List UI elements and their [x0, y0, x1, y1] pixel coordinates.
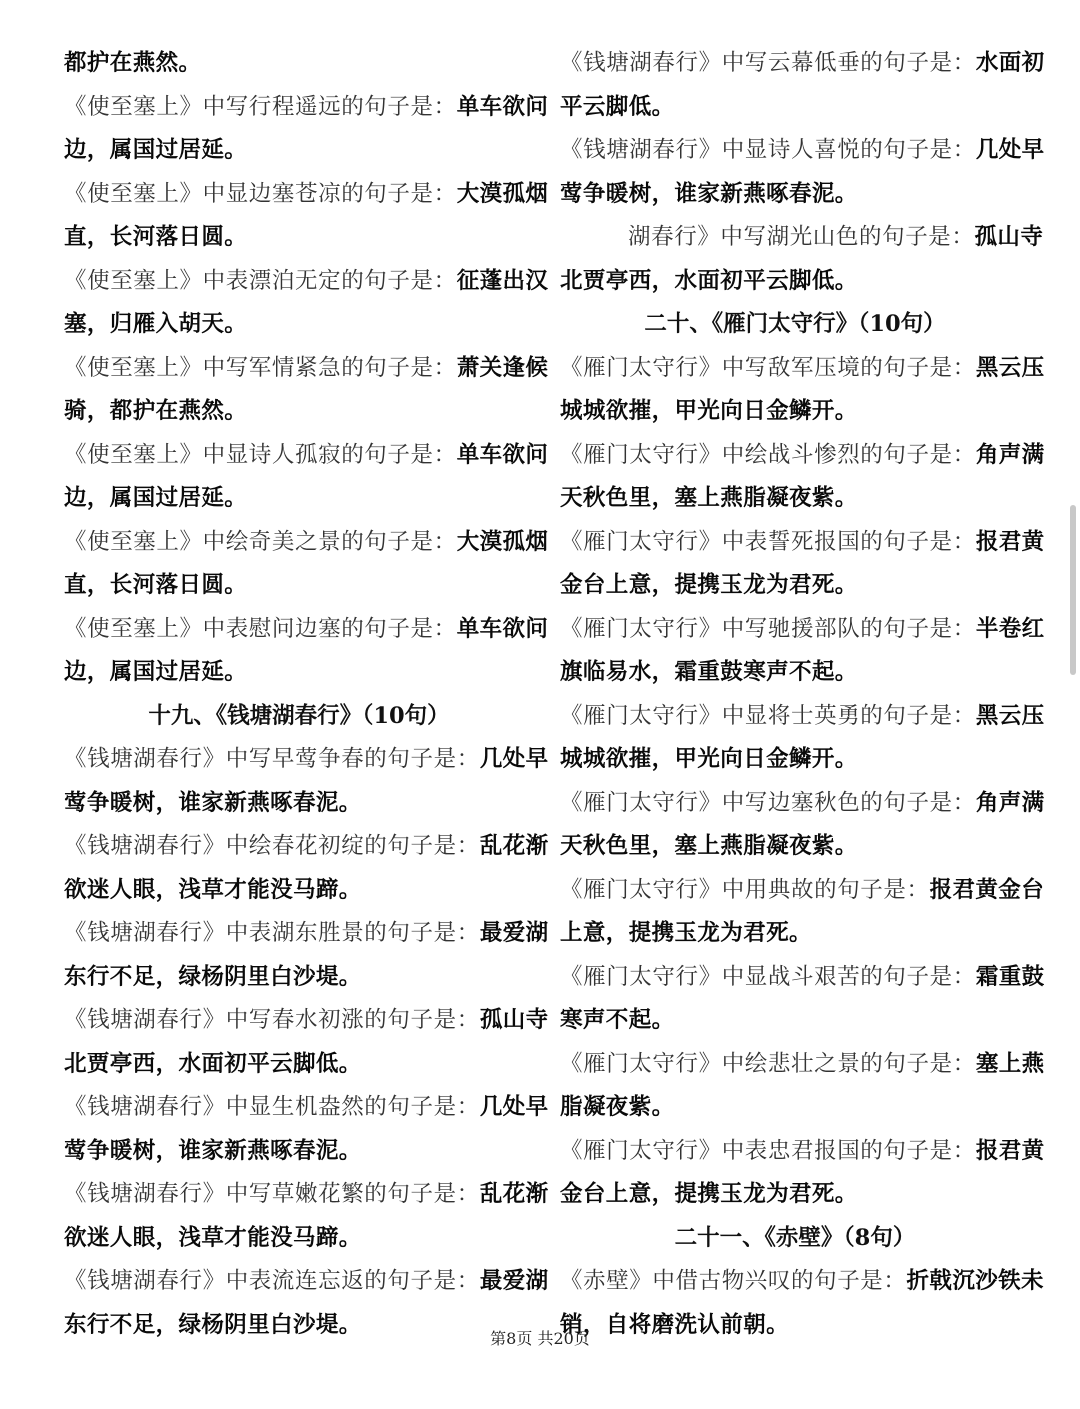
- question-text: 《雁门太守行》中显战斗艰苦的句子是：: [560, 963, 976, 990]
- text-line: [64, 608, 549, 652]
- answer-text: 孤山寺: [479, 1007, 549, 1033]
- question-text: 《雁门太守行》中表忠君报国的句子是：: [560, 1137, 976, 1164]
- answer-text: 金台上意，提携玉龙为君死。: [560, 1181, 858, 1207]
- text-line: [560, 825, 1030, 869]
- text-line: [64, 303, 534, 347]
- question-text: 《雁门太守行》中绘战斗惨烈的句子是：: [560, 441, 976, 468]
- answer-text: 骑，都护在燕然。: [64, 398, 248, 424]
- answer-text: 征蓬出汉: [456, 267, 549, 294]
- question-text: 《使至塞上》中写军情紧急的句子是：: [64, 354, 457, 381]
- answer-text: 销，自将磨洗认前朝。: [560, 1311, 790, 1338]
- answer-text: 都护在燕然。: [64, 50, 202, 76]
- answer-text: 塞上燕: [975, 1050, 1045, 1077]
- answer-text: 上意，提携玉龙为君死。: [560, 920, 812, 946]
- answer-text: 半卷红: [975, 615, 1045, 642]
- question-text: 《雁门太守行》中写边塞秋色的句子是：: [560, 789, 976, 816]
- answer-text: 黑云压: [975, 702, 1045, 729]
- question-text: 《雁门太守行》中写驰援部队的句子是：: [560, 615, 976, 642]
- answer-text: 几处早: [479, 746, 549, 772]
- text-line: [64, 912, 549, 956]
- answer-text: 边，属国过居延。: [64, 137, 248, 163]
- answer-text: 城城欲摧，甲光向日金鳞开。: [560, 398, 858, 424]
- text-line: [64, 86, 549, 130]
- text-line: [560, 173, 1030, 217]
- question-text: 《钱塘湖春行》中写早莺争春的句子是：: [64, 746, 480, 772]
- answer-text: 单车欲问: [456, 615, 549, 642]
- answer-text: 角声满: [975, 441, 1045, 468]
- right-column: [560, 42, 1045, 1347]
- text-line: [64, 1130, 534, 1174]
- answer-text: 单车欲问: [456, 441, 549, 468]
- answer-text: 莺争暖树，谁家新燕啄春泥。: [560, 180, 858, 207]
- question-text: 《钱塘湖春行》中写草嫩花繁的句子是：: [64, 1181, 480, 1207]
- text-line: [64, 1043, 534, 1087]
- question-text: 《钱塘湖春行》中写春水初涨的句子是：: [64, 1007, 480, 1033]
- text-line: [64, 521, 549, 565]
- answer-text: 天秋色里，塞上燕脂凝夜紫。: [560, 833, 858, 859]
- text-line: [560, 521, 1045, 565]
- answer-text: 莺争暖树，谁家新燕啄春泥。: [64, 789, 362, 816]
- text-line: [560, 347, 1045, 391]
- answer-text: 报君黄: [975, 1137, 1045, 1164]
- question-text: 《使至塞上》中写行程遥远的句子是：: [64, 93, 457, 120]
- answer-text: 角声满: [975, 789, 1045, 816]
- text-line: [560, 782, 1045, 826]
- answer-text: 边，属国过居延。: [64, 659, 248, 685]
- answer-text: 单车欲问: [456, 93, 549, 120]
- answer-text: 萧关逢候: [456, 354, 549, 381]
- answer-text: 金台上意，提携玉龙为君死。: [560, 572, 858, 598]
- answer-text: 大漠孤烟: [456, 180, 549, 207]
- question-text: 《使至塞上》中绘奇美之景的句子是：: [64, 528, 457, 555]
- answer-text: 霜重鼓: [975, 963, 1045, 990]
- answer-text: 直，长河落日圆。: [64, 572, 248, 598]
- answer-text: 报君黄金台: [929, 876, 1045, 903]
- question-text: 《赤壁》中借古物兴叹的句子是：: [560, 1268, 907, 1294]
- text-line: [560, 564, 1030, 608]
- question-text: 《钱塘湖春行》中写云幕低垂的句子是：: [560, 50, 976, 76]
- section-heading: 二十、《雁门太守行》（10句）: [644, 311, 946, 337]
- text-line: [64, 1260, 549, 1304]
- answer-text: 脂凝夜紫。: [560, 1094, 675, 1120]
- text-line: [560, 129, 1045, 173]
- text-line: [560, 260, 1030, 304]
- text-line: [560, 1130, 1045, 1174]
- text-line: [560, 869, 1045, 913]
- text-line: [64, 1086, 549, 1130]
- answer-text: 旗临易水，霜重鼓寒声不起。: [560, 659, 858, 685]
- text-line: [560, 86, 1030, 130]
- text-line: [64, 999, 549, 1043]
- text-line: [560, 608, 1045, 652]
- answer-text: 欲迷人眼，浅草才能没马蹄。: [64, 876, 362, 903]
- question-text: 《使至塞上》中显边塞苍凉的句子是：: [64, 180, 457, 207]
- text-line: [64, 434, 549, 478]
- text-line: [64, 390, 534, 434]
- answer-text: 平云脚低。: [560, 93, 675, 120]
- text-line: [560, 912, 1030, 956]
- question-text: 《钱塘湖春行》中显诗人喜悦的句子是：: [560, 137, 976, 163]
- answer-text: 几处早: [479, 1094, 549, 1120]
- answer-text: 城城欲摧，甲光向日金鳞开。: [560, 746, 858, 772]
- question-text: 《钱塘湖春行》中表流连忘返的句子是：: [64, 1268, 480, 1294]
- page-footer: 第8页 共20页: [490, 1329, 590, 1348]
- answer-text: 莺争暖树，谁家新燕啄春泥。: [64, 1137, 362, 1164]
- text-line: [64, 477, 534, 521]
- text-line: [560, 695, 1045, 739]
- answer-text: 北贾亭西，水面初平云脚低。: [64, 1050, 362, 1077]
- question-text: 《雁门太守行》中用典故的句子是：: [560, 876, 930, 903]
- text-line: [64, 956, 534, 1000]
- answer-text: 直，长河落日圆。: [64, 224, 248, 250]
- text-line: [560, 1173, 1030, 1217]
- text-line: [560, 434, 1045, 478]
- text-line: [560, 477, 1030, 521]
- text-line: [560, 390, 1030, 434]
- text-line: [64, 738, 549, 782]
- section-heading: 二十一、《赤壁》（8句）: [674, 1224, 916, 1251]
- answer-text: 孤山寺: [974, 224, 1044, 250]
- text-line: [64, 1217, 534, 1261]
- question-text: 《雁门太守行》中写敌军压境的句子是：: [560, 354, 976, 381]
- answer-text: 乱花渐: [479, 1181, 549, 1207]
- answer-text: 黑云压: [975, 354, 1045, 381]
- text-line: [560, 651, 1030, 695]
- answer-text: 最爱湖: [479, 1268, 549, 1294]
- answer-text: 北贾亭西，水面初平云脚低。: [560, 267, 858, 294]
- text-line: [64, 216, 534, 260]
- text-line: [64, 42, 534, 86]
- text-line: [560, 42, 1045, 86]
- answer-text: 天秋色里，塞上燕脂凝夜紫。: [560, 485, 858, 511]
- answer-text: 报君黄: [975, 528, 1045, 555]
- text-line: [64, 782, 534, 826]
- text-line: [64, 260, 549, 304]
- question-text: 《雁门太守行》中绘悲壮之景的句子是：: [560, 1050, 976, 1077]
- text-line: [560, 1043, 1045, 1087]
- question-text: 《雁门太守行》中表誓死报国的句子是：: [560, 528, 976, 555]
- text-line: [560, 956, 1045, 1000]
- question-text: 《使至塞上》中表漂泊无定的句子是：: [64, 267, 457, 294]
- answer-text: 东行不足，绿杨阴里白沙堤。: [64, 963, 362, 990]
- answer-text: 水面初: [975, 50, 1045, 76]
- answer-text: 几处早: [975, 137, 1045, 163]
- text-line: [64, 347, 549, 391]
- text-line: [64, 1173, 549, 1217]
- answer-text: 大漠孤烟: [456, 528, 549, 555]
- question-text: 《雁门太守行》中显将士英勇的句子是：: [560, 702, 976, 729]
- answer-text: 欲迷人眼，浅草才能没马蹄。: [64, 1224, 362, 1251]
- question-text: 《使至塞上》中表慰问边塞的句子是：: [64, 615, 457, 642]
- text-line: [560, 1086, 1030, 1130]
- section-heading: 十九、《钱塘湖春行》（10句）: [148, 702, 450, 729]
- text-line: [560, 999, 1030, 1043]
- question-text: 《使至塞上》中显诗人孤寂的句子是：: [64, 441, 457, 468]
- answer-text: 边，属国过居延。: [64, 485, 248, 511]
- answer-text: 最爱湖: [479, 920, 549, 946]
- question-text: 《钱塘湖春行》中显生机盎然的句子是：: [64, 1094, 480, 1120]
- answer-text: 东行不足，绿杨阴里白沙堤。: [64, 1311, 362, 1338]
- text-line: [64, 651, 534, 695]
- question-text: 《钱塘湖春行》中绘春花初绽的句子是：: [64, 833, 480, 859]
- text-line: [64, 173, 549, 217]
- answer-text: 寒声不起。: [560, 1007, 675, 1033]
- text-line: [64, 129, 534, 173]
- text-line: [560, 1260, 1044, 1304]
- scrollbar-thumb[interactable]: [1070, 505, 1076, 675]
- question-text: 《钱塘湖春行》中表湖东胜景的句子是：: [64, 920, 480, 946]
- answer-text: 折戟沉沙铁未: [906, 1268, 1044, 1294]
- text-line: [64, 564, 534, 608]
- answer-text: 乱花渐: [479, 833, 549, 859]
- answer-text: 塞，归雁入胡天。: [64, 311, 248, 337]
- text-line: [64, 869, 534, 913]
- text-line: [560, 216, 1044, 260]
- text-line: [64, 825, 549, 869]
- text-line: [560, 738, 1030, 782]
- question-text: 湖春行》中写湖光山色的句子是：: [628, 224, 975, 250]
